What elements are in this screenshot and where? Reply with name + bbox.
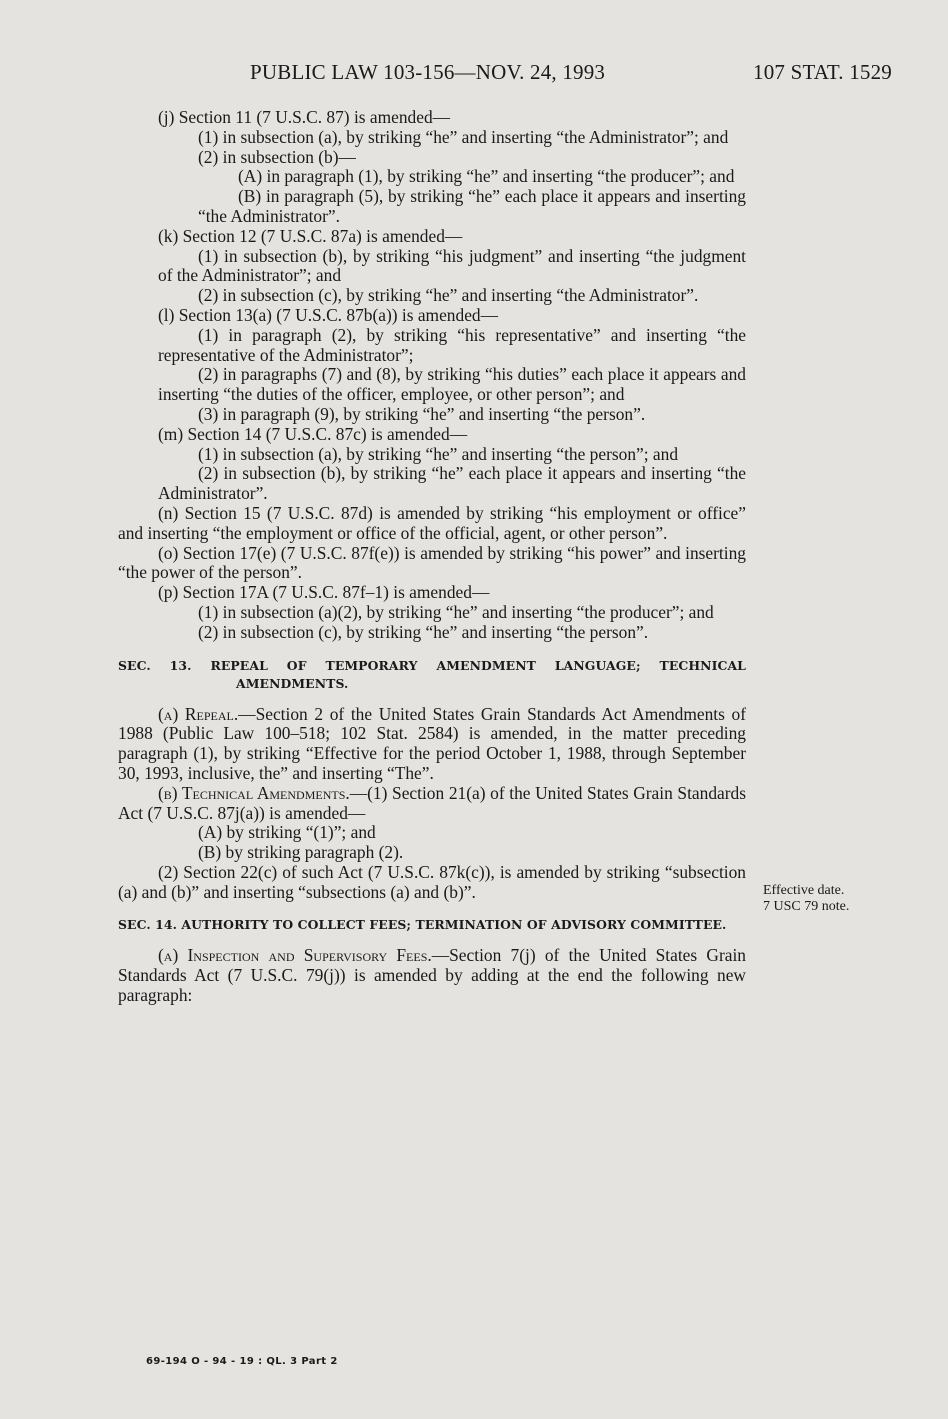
paragraph-m1: (1) in subsection (a), by striking “he” and inserting “the person”; and	[198, 443, 679, 464]
paragraph-j2a: (A) in paragraph (1), by striking “he” and inserting “the producer”; and	[238, 166, 735, 187]
paragraph-j-intro: (j) Section 11 (7 U.S.C. 87) is amended—	[158, 107, 451, 127]
paragraph-l2: (2) in paragraphs (7) and (8), by striking “his duties” each place it appears and inserting “the duties of the officer, employee, or other person”; and	[158, 364, 746, 405]
section-14-a-text: —Section 7(j) of the United States Grain Standards Act (7 U.S.C. 79(j)) is amended by adding at the end the following new paragraph:	[118, 945, 746, 1006]
section-13-b-text: —(1) Section 21(a) of the United States Grain Standards Act (7 U.S.C. 87j(a)) is amended—	[118, 782, 747, 823]
paragraph-k-intro: (k) Section 12 (7 U.S.C. 87a) is amended—	[158, 225, 463, 246]
paragraph-k2: (2) in subsection (c), by striking “he” and inserting “the Administrator”.	[198, 285, 699, 306]
margin-note	[763, 883, 913, 915]
body-text	[118, 108, 746, 1006]
margin-note-effective-date: Effective date.	[763, 883, 845, 898]
paragraph-o: (o) Section 17(e) (7 U.S.C. 87f(e)) is amended by striking “his power” and inserting “the power of the person”.	[118, 542, 746, 583]
paragraph-p1: (1) in subsection (a)(2), by striking “he” and inserting “the producer”; and	[198, 601, 714, 622]
section-13-b-label: (b) Technical Amendments.	[158, 782, 350, 803]
paragraph-p-intro: (p) Section 17A (7 U.S.C. 87f–1) is amended—	[158, 582, 490, 603]
law-title: PUBLIC LAW 103-156—NOV. 24, 1993	[250, 60, 606, 84]
section-13-a	[118, 705, 746, 784]
paragraph-m2: (2) in subsection (b), by striking “he” each place it appears and inserting “the Administrator”.	[158, 463, 746, 504]
paragraph-l1: (1) in paragraph (2), by striking “his representative” and inserting “the representative of the Administrator”;	[158, 324, 746, 365]
paragraph-l-intro: (l) Section 13(a) (7 U.S.C. 87b(a)) is amended—	[158, 304, 499, 325]
print-footer: 69-194 O - 94 - 19 : QL. 3 Part 2	[146, 1356, 338, 1367]
running-head	[250, 56, 900, 86]
paragraph-p2: (2) in subsection (c), by striking “he” and inserting “the person”.	[198, 621, 649, 642]
section-14-a-label: (a) Inspection and Supervisory Fees.	[158, 945, 432, 966]
section-14-a	[118, 946, 746, 1005]
paragraph-n: (n) Section 15 (7 U.S.C. 87d) is amended by striking “his employment or office” and inserting “the employment or office of the official, agent, or other person”.	[118, 502, 746, 543]
paragraph-j1: (1) in subsection (a), by striking “he” and inserting “the Administrator”; and	[198, 126, 729, 147]
section-13-b-b: (B) by striking paragraph (2).	[198, 842, 404, 863]
section-13-b-2: (2) Section 22(c) of such Act (7 U.S.C. 87k(c)), is amended by striking “subsection (a) and (b)” and inserting “subsections (a) and (b)”.	[118, 861, 746, 902]
paragraph-j2b: (B) in paragraph (5), by striking “he” each place it appears and inserting “the Administrator”.	[198, 186, 746, 226]
paragraph-m-intro: (m) Section 14 (7 U.S.C. 87c) is amended—	[158, 423, 468, 444]
section-13-b-a: (A) by striking “(1)”; and	[198, 822, 376, 843]
section-14-heading: SEC. 14. AUTHORITY TO COLLECT FEES; TERMINATION OF ADVISORY COMMITTEE.	[118, 917, 727, 933]
section-13-a-text: —Section 2 of the United States Grain Standards Act Amendments of 1988 (Public Law 100–518; 102 Stat. 2584) is amended, in the matter preceding paragraph (1), by striking “Effective for the period October 1, 1988, through September 30, 1993, inclusive, the” and inserting “The”.	[118, 703, 746, 783]
paragraph-j2: (2) in subsection (b)—	[198, 146, 356, 167]
paragraph-l3: (3) in paragraph (9), by striking “he” and inserting “the person”.	[198, 403, 646, 424]
section-13-a-label: (a) Repeal.	[158, 703, 239, 724]
section-13-b	[118, 784, 746, 824]
statute-page-citation: 107 STAT. 1529	[753, 60, 892, 84]
margin-note-usc-citation: 7 USC 79 note.	[763, 899, 850, 914]
section-13-heading: SEC. 13. REPEAL OF TEMPORARY AMENDMENT LANGUAGE; TECHNICAL AMENDMENTS.	[118, 657, 746, 691]
paragraph-k1: (1) in subsection (b), by striking “his judgment” and inserting “the judgment of the Administrator”; and	[158, 245, 746, 286]
